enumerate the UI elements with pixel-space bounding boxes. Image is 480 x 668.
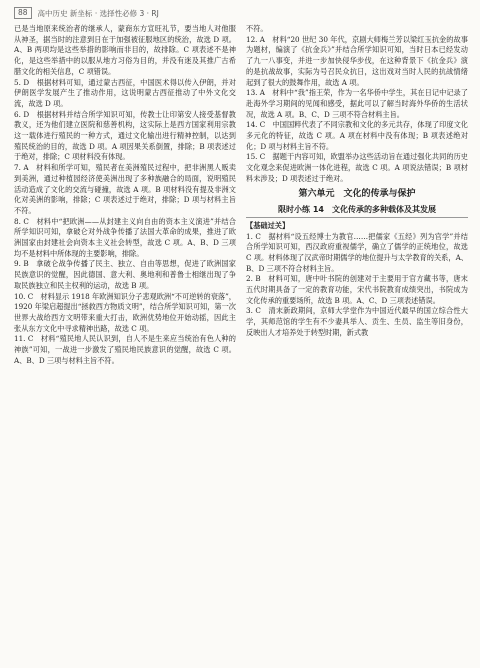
book-title: 高中历史 新坐标 · 选择性必修 3 · RJ [37, 8, 159, 18]
answer-paragraph: 14. C 中国国粹代表了不同宗教和文化的多元共存，体现了印度文化多元化的特征，故选 C 项。A 项在材料中没有体现；B 项表述绝对化；D 项与材料主旨不符。 [246, 120, 468, 151]
answer-paragraph: 15. C 据题干内容可知，欧盟举办这些活动旨在通过强化共同的历史文化观念来促进欧洲一体化进程，故选 C 项。A 项说法错误；B 项材料未涉及；D 项表述过于绝对。 [246, 152, 468, 183]
section-tag: 【基础过关】 [246, 220, 290, 230]
page-number: 88 [14, 7, 32, 19]
left-column [14, 24, 236, 660]
answer-paragraph: 5. D 根据材料可知，通过蒙古西征，中国医术得以传入伊朗，并对伊朗医学发展产生了推动作用，这说明蒙古西征推动了中外文化交流，故选 D 项。 [14, 77, 236, 108]
unit-title: 第六单元 文化的传承与保护 [298, 188, 416, 199]
answer-paragraph: 已是当地原来统治者的继承人，蒙商东方宣旺礼节，要当地人对他服从神圣，据当时的注意到日在于加强被征服地区的统治，故选 D 项。A、B 两项均是这些举措的影响而非目的，故排除。C 项表述不是神化，是这些举措中的以服从地方习俗为目的，并没有迷及其推广古希腊文化的相关信息，C 项错误。 [14, 24, 236, 76]
answer-paragraph: 不符。 [246, 24, 268, 33]
section-divider [246, 217, 468, 218]
answer-paragraph: 11. C 材料“殖民地人民认识到，自人不是生来应当统治有色人种的神族”可知，一战进一步激发了殖民地民族意识的觉醒，故选 C 项。A、B、D 三项与材料主旨不符。 [14, 334, 236, 365]
page-header [14, 6, 466, 20]
answer-paragraph: 7. A 材料和所学可知，殖民者在美洲殖民过程中，把非洲黑人贩卖到美洲，通过种植园经济使美洲出现了多种族融合的局面，说明殖民活动造成了文化的交流与碰撞，故选 A 项。B 项材料没有提及非洲文化对美洲的影响，排除；C 项表述过于绝对，排除；D 项与材料主旨不符。 [14, 163, 236, 215]
answer-paragraph: 12. A 材料“20 世纪 30 年代，京剧大师梅兰芳以梁红玉抗金的故事为题材，编演了《抗金兵》”并结合所学知识可知，当时日本已经发动了九一八事变，并进一步加快侵华步伐，在这种背景下《抗金兵》演的是抗战故事，实际为号召民众抗日，这出戏对当时人民的抗战情绪起到了很大的鼓舞作用，故选 A 项。 [246, 34, 468, 87]
answer-paragraph: 9. B 拿破仑战争传播了民主、独立、自由等思想，促进了欧洲国家民族意识的觉醒，因此德国、意大利、奥地利和普鲁士相继出现了争取民族独立和民主权利的运动，故选 B 项。 [14, 259, 236, 290]
answer-paragraph: 6. D 根据材料并结合所学知识可知，传教士让印第安人接受基督教教义，还为他们建立医院和慈善机构，这实际上是西方国家利用宗教这一载体进行殖民的一种方式，通过文化输出进行精神控制，以达到殖民统治的目的，故选 D 项。A 项因果关系倒置，排除；B 项表述过于绝对，排除；C 项材料没有体现。 [14, 109, 236, 162]
answer-paragraph: 13. A 材料中“我”指王荣，作为一名华侨中学生，其在日记中记录了赴海外学习期间的见闻和感受，据此可以了解当时海外华侨的生活状况，故选 A 项。B、C、D 三项不符合材料主旨。 [246, 88, 468, 119]
answer-paragraph: 1. C 据材料“设五经博士为教官……把儒家《五经》列为官学”并结合所学知识可知，西汉政府重视儒学，确立了儒学的正统地位，故选 C 项。材料体现了汉武帝时期儒学的地位提升与太学教育的关系，A、B、D 三项不符合材料主旨。 [246, 231, 468, 273]
right-column [246, 24, 468, 660]
lesson-title: 限时小练 14 文化传承的多种载体及其发展 [278, 204, 436, 214]
answer-paragraph: 2. B 材料可知，唐中叶书院的创建对于主要用于官方藏书等，唐末五代时期具备了一定的教育功能，宋代书院教育成绩突出，书院成为文化传承的重要场所，故选 B 项。A、C、D 三项表述错误。 [246, 274, 468, 305]
answer-paragraph: 3. C 清末新政期间，京师大学堂作为中国近代最早的国立综合性大学，其师范馆的学生有不少妻具举人、贡生、生员、监生等旧身份，反映出人才培养处于转型时期，新式教 [246, 306, 468, 337]
answer-paragraph: 8. C 材料中“把欧洲——从封建主义向自由的资本主义演进”并结合所学知识可知，拿破仑对外战争传播了法国大革命的成果，推进了欧洲国家由封建社会向资本主义社会转型，故选 C 项。A、B、D 三项均不是材料中所体现的主要影响，排除。 [14, 216, 236, 258]
answer-paragraph: 10. C 材料显示 1918 年欧洲知识分子悲观欧洲“不可逆转的衰落”，1920 年梁启超提出“拯救西方物质文明”，结合所学知识可知，第一次世界大战给西方文明带来重大打击，欧洲优势地位开始动摇，因此主张从东方文化中寻求精神出路，故选 C 项。 [14, 291, 236, 333]
